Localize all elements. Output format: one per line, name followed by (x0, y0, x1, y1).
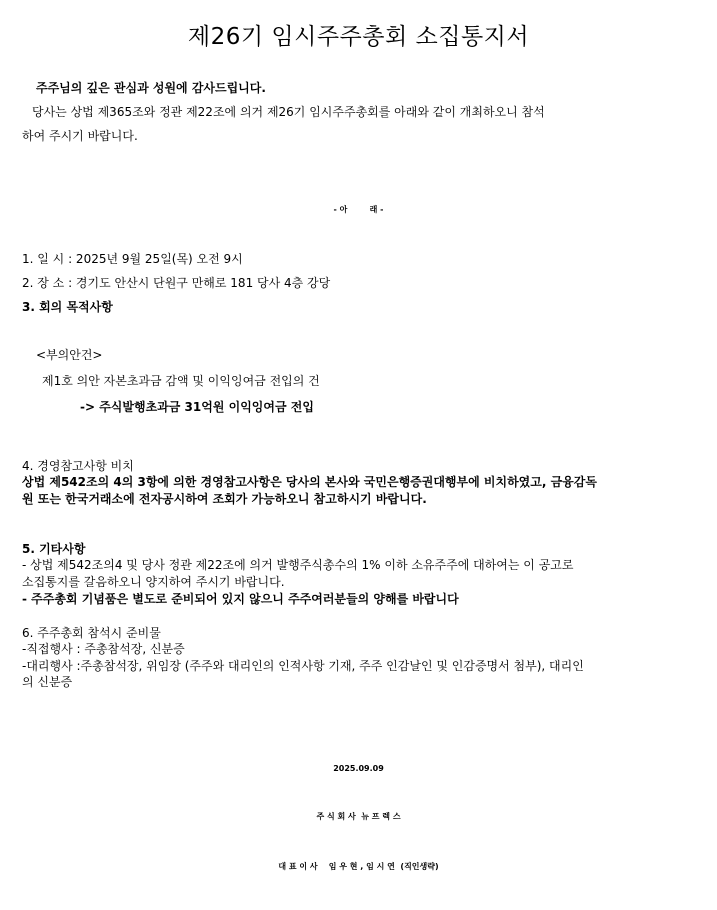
issue-date: 2025.09.09 (333, 764, 384, 773)
intro-line-1: 당사는 상법 제365조와 정관 제22조에 의거 제26기 임시주주총회를 아래와 같이 개최하오니 참석 (32, 105, 545, 119)
document-title: 제26기 임시주주총회 소집통지서 (187, 24, 530, 50)
section6-line-2: -대리행사 :주총참석장, 위임장 (주주와 대리인의 인적사항 기재, 주주 인감날인 및 인감증명서 첨부), 대리인 (22, 659, 584, 673)
agenda-item-1-detail: -> 주식발행초과금 31억원 이익잉여금 전입 (80, 400, 314, 414)
intro-line-2: 하여 주시기 바랍니다. (22, 129, 138, 143)
agenda-header: <부의안건> (36, 348, 103, 362)
company-name: 주 식 회 사 뉴 프 렉 스 (316, 812, 401, 821)
agenda-item-1: 제1호 의안 자본초과금 감액 및 이익잉여금 전입의 건 (42, 374, 320, 388)
section5-line-2: 소집통지를 갈음하오니 양지하여 주시기 바랍니다. (22, 575, 285, 589)
meeting-place: 2. 장 소 : 경기도 안산시 단원구 만해로 181 당사 4층 강당 (22, 276, 331, 290)
ceo-signature-line: 대 표 이 사 임 우 현 , 임 시 연 (직인생략) (278, 862, 439, 871)
section6-heading: 6. 주주총회 참석시 준비물 (22, 626, 161, 640)
notice-heading: - 아 래 - (333, 205, 384, 214)
section4-line-2: 원 또는 한국거래소에 전자공시하여 조회가 가능하오니 참고하시기 바랍니다. (22, 492, 427, 506)
section5-line-3: - 주주총회 기념품은 별도로 준비되어 있지 않으니 주주여러분들의 양해를 바랍니다 (22, 592, 459, 606)
section4-line-1: 상법 제542조의 4의 3항에 의한 경영참고사항은 당사의 본사와 국민은행증권대행부에 비치하였고, 금융감독 (22, 475, 597, 489)
greeting-text: 주주님의 깊은 관심과 성원에 감사드립니다. (36, 81, 266, 95)
meeting-date: 1. 일 시 : 2025년 9월 25일(목) 오전 9시 (22, 252, 243, 266)
section6-line-1: -직접행사 : 주총참석장, 신분증 (22, 642, 185, 656)
section4-heading: 4. 경영참고사항 비치 (22, 459, 134, 473)
meeting-purpose: 3. 회의 목적사항 (22, 300, 113, 314)
section6-line-3: 의 신분증 (22, 675, 73, 689)
section5-heading: 5. 기타사항 (22, 542, 86, 556)
section5-line-1: - 상법 제542조의4 및 당사 정관 제22조에 의거 발행주식총수의 1% 이하 소유주주에 대하여는 이 공고로 (22, 558, 574, 572)
